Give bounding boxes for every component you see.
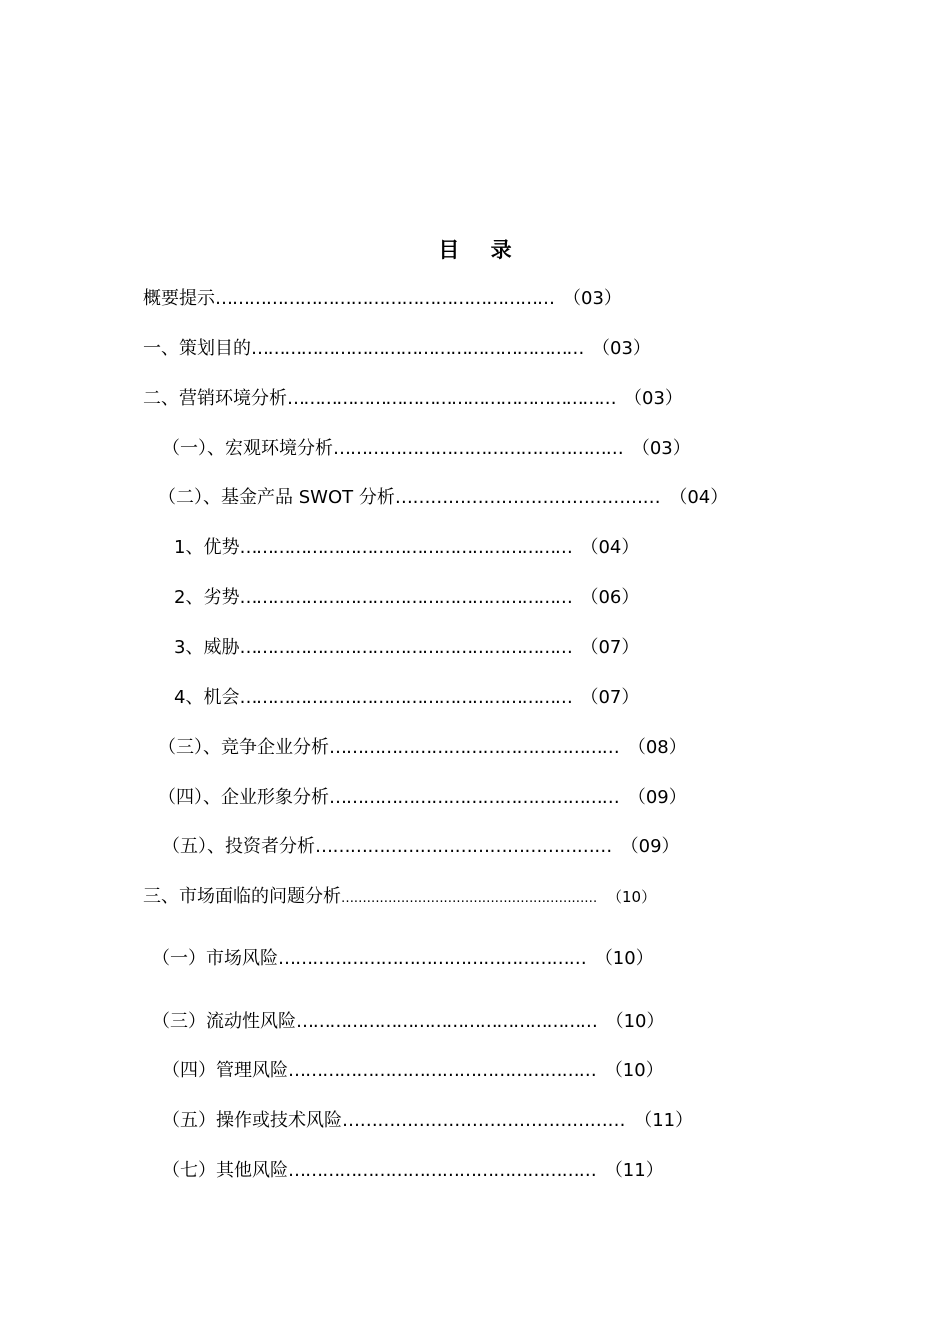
toc-entry-label: （三）流动性风险 [152,1011,296,1032]
toc-entry-label: （三）、竞争企业分析 [158,737,329,758]
toc-entry-page: （07） [580,637,640,658]
toc-entry-page: （04） [580,537,640,558]
toc-entry-page: （04） [669,487,729,508]
toc-leader-dots: …………………………………………………… [239,637,572,658]
toc-leader-dots: …………………………………………… [329,787,619,808]
toc-entry-page: （03） [631,438,691,459]
toc-leader-dots: ……………………………………… [394,487,661,508]
toc-entry [174,536,639,560]
toc-entry-page: （10） [594,948,654,969]
toc-entry-label: （一）、宏观环境分析 [162,438,333,459]
toc-entry [143,387,683,411]
toc-entry-label: 1、优势 [174,537,240,558]
toc-leader-dots: …………………………………………………… [251,338,584,359]
toc-entry [162,1159,664,1183]
toc-entry-label: 2、劣势 [174,587,240,608]
toc-entry-label: 4、机会 [174,687,240,708]
toc-entry-page: （03） [592,338,651,359]
toc-entry-label: 三、市场面临的问题分析 [143,886,341,907]
toc-leader-dots: ……………………………………………… [278,948,586,969]
toc-leader-dots: ………………………………………… [342,1110,626,1131]
toc-entry-page: （09） [627,787,687,808]
toc-entry-page: （03） [563,288,622,309]
toc-entry [158,486,728,510]
toc-entry [162,437,691,461]
toc-leader-dots: …………………………………………………… [287,388,616,409]
toc-entry [158,736,687,760]
toc-leader-dots: …………………………………………………… [215,288,555,309]
toc-entry [162,1109,693,1133]
toc-entry [143,885,656,911]
toc-entry [158,786,687,810]
toc-entry-label: （七）其他风险 [162,1160,288,1181]
toc-entry-label: （五）操作或技术风险 [162,1110,342,1131]
toc-entry-label: （一）市场风险 [152,948,278,969]
toc-entry-label: 二、营销环境分析 [143,388,287,409]
toc-leader-dots: …………………………………………… [329,737,619,758]
toc-entry [174,686,639,710]
toc-entry-label: （二）、基金产品 SWOT 分析 [158,487,395,508]
toc-leader-dots: ……………………………………………… [288,1160,596,1181]
toc-entry-page: （03） [624,388,683,409]
toc-leader-dots: …………………………………………………… [341,891,598,906]
toc-entry-page: （10） [605,1011,665,1032]
toc-entry-label: 一、策划目的 [143,338,251,359]
toc-entry-label: （五）、投资者分析 [162,836,315,857]
toc-entry-page: （06） [580,587,640,608]
toc-leader-dots: …………………………………………… [333,438,623,459]
toc-leader-dots: ……………………………………………… [288,1060,596,1081]
toc-entry-page: （08） [627,737,687,758]
toc-entry [152,947,654,971]
toc-entry [143,287,622,311]
toc-entry-page: （11） [604,1160,664,1181]
toc-entry-label: （四）、企业形象分析 [158,787,329,808]
toc-entry-label: 概要提示 [143,288,215,309]
toc-entry [162,835,680,859]
toc-entry-page: （10） [607,888,657,906]
toc-entry-label: （四）管理风险 [162,1060,288,1081]
toc-entry-label: 3、威胁 [174,637,240,658]
toc-leader-dots: ……………………………………………… [296,1011,597,1032]
toc-entry-page: （11） [634,1110,694,1131]
toc-leader-dots: …………………………………………………… [239,687,572,708]
toc-leader-dots: …………………………………………………… [239,537,572,558]
toc-entry-page: （09） [620,836,680,857]
toc-entry [143,337,651,361]
toc-entry [174,636,639,660]
toc-leader-dots: …………………………………………………… [239,587,572,608]
toc-leader-dots: …………………………………………… [315,836,612,857]
toc-entry [174,586,639,610]
toc-entry-page: （10） [604,1060,664,1081]
toc-entry [162,1059,664,1083]
toc-title: 目 录 [438,238,524,262]
toc-entry-page: （07） [580,687,640,708]
toc-entry [152,1010,665,1034]
